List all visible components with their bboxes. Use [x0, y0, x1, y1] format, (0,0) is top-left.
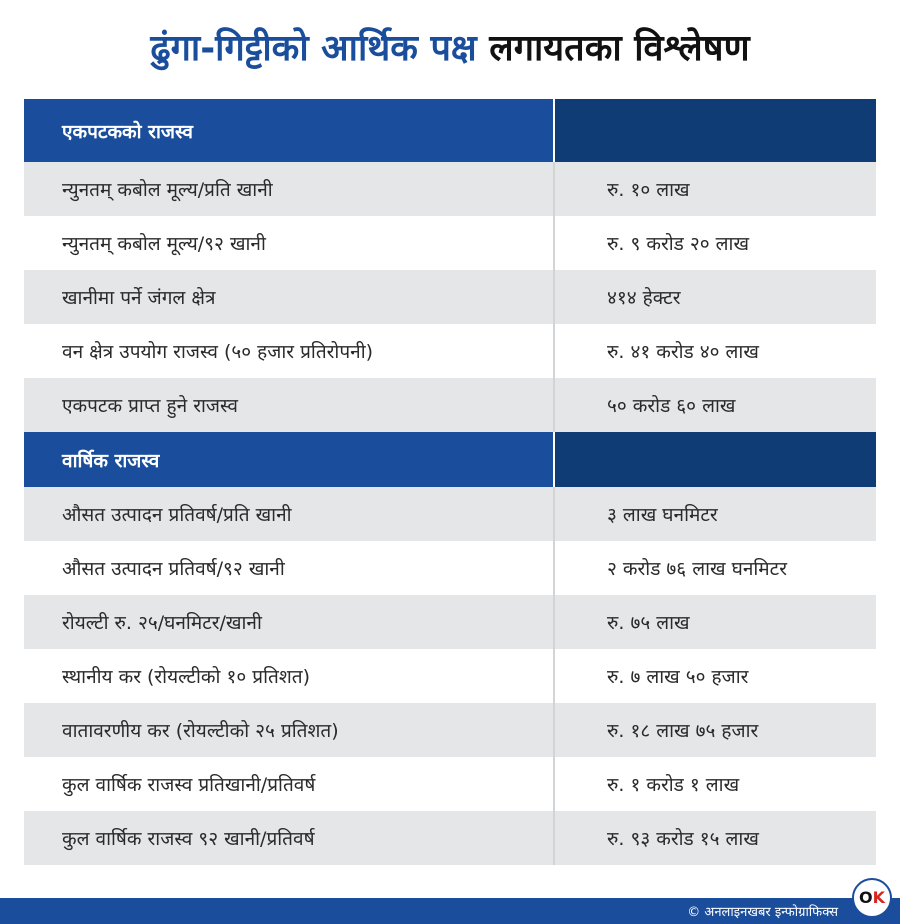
row-value: रु. १८ लाख ७५ हजार: [607, 720, 759, 742]
row-value: ४१४ हेक्टर: [607, 287, 681, 309]
row-label: औसत उत्पादन प्रतिवर्ष/९२ खानी: [24, 541, 555, 595]
row-label: वन क्षेत्र उपयोग राजस्व (५० हजार प्रतिरोपनी): [24, 324, 555, 378]
row-value: ३ लाख घनमिटर: [607, 504, 718, 526]
row-value: रु. ४१ करोड ४० लाख: [607, 341, 759, 363]
row-label: वातावरणीय कर (रोयल्टीको २५ प्रतिशत): [24, 703, 555, 757]
row-value: रु. ७ लाख ५० हजार: [607, 666, 749, 688]
row-label: न्युनतम् कबोल मूल्य/९२ खानी: [24, 216, 555, 270]
table-row: [24, 757, 876, 811]
table-row: [24, 270, 876, 324]
table-row: [24, 541, 876, 595]
footer-bar: [0, 898, 900, 924]
table-row: [24, 703, 876, 757]
row-label: स्थानीय कर (रोयल्टीको १० प्रतिशत): [24, 649, 555, 703]
table-row: [24, 162, 876, 216]
row-label: एकपटक प्राप्त हुने राजस्व: [24, 378, 555, 432]
row-value: रु. १० लाख: [607, 179, 690, 201]
row-value: रु. १ करोड १ लाख: [607, 774, 740, 796]
table-row: [24, 811, 876, 865]
section-header-blank: [555, 99, 876, 162]
row-value: रु. ७५ लाख: [607, 612, 690, 634]
row-label: औसत उत्पादन प्रतिवर्ष/प्रति खानी: [24, 487, 555, 541]
section-header-label: एकपटकको राजस्व: [24, 99, 555, 162]
section-header-annual: [24, 432, 876, 487]
logo-letter-o: O: [858, 888, 873, 907]
table-row: [24, 595, 876, 649]
section-header-blank: [555, 432, 876, 487]
revenue-table: [24, 99, 876, 865]
table-row: [24, 324, 876, 378]
section-header-one-time: [24, 99, 876, 162]
table-row: [24, 378, 876, 432]
onlinekhabar-logo-icon[interactable]: [852, 878, 892, 918]
row-value: रु. ९३ करोड १५ लाख: [607, 828, 759, 850]
row-label: रोयल्टी रु. २५/घनमिटर/खानी: [24, 595, 555, 649]
row-label: कुल वार्षिक राजस्व ९२ खानी/प्रतिवर्ष: [24, 811, 555, 865]
row-label: न्युनतम् कबोल मूल्य/प्रति खानी: [24, 162, 555, 216]
table-row: [24, 487, 876, 541]
row-value: २ करोड ७६ लाख घनमिटर: [607, 558, 787, 580]
section-header-label: वार्षिक राजस्व: [24, 432, 555, 487]
page-title: [0, 22, 900, 71]
row-value: रु. ९ करोड २० लाख: [607, 233, 749, 255]
footer-credit: © अनलाइनखबर इन्फोग्राफिक्स: [687, 905, 838, 920]
table-row: [24, 649, 876, 703]
table-row: [24, 216, 876, 270]
title-part-rest: लगायतका विश्लेषण: [489, 28, 750, 69]
title-part-highlight: ढुंगा-गिट्टीको आर्थिक पक्ष: [150, 28, 477, 69]
row-label: कुल वार्षिक राजस्व प्रतिखानी/प्रतिवर्ष: [24, 757, 555, 811]
row-value: ५० करोड ६० लाख: [607, 395, 736, 417]
logo-letter-k: K: [872, 888, 885, 907]
row-label: खानीमा पर्ने जंगल क्षेत्र: [24, 270, 555, 324]
